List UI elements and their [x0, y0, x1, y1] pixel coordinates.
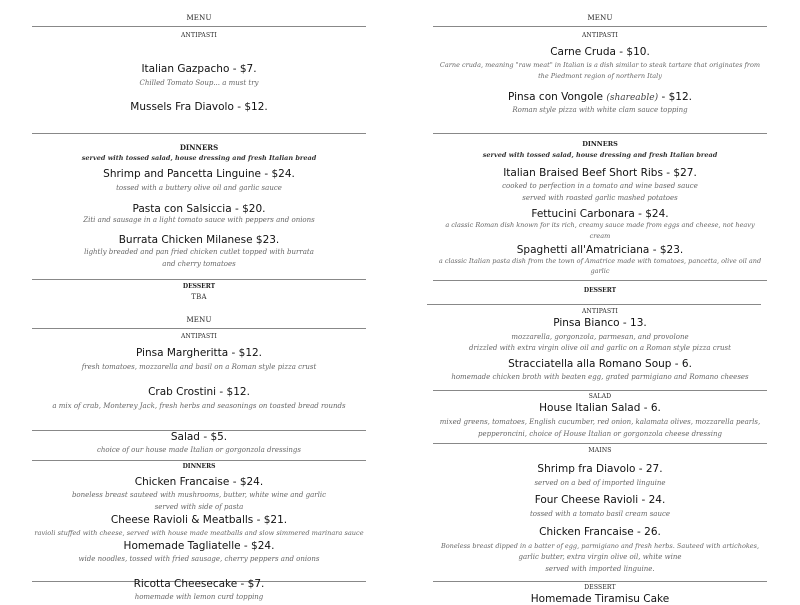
item-note: (shareable): [606, 93, 659, 103]
divider: [433, 443, 767, 444]
menu-item-desc: drizzled with extra virgin olive oil and garlic on a Roman style pizza crust: [469, 344, 731, 352]
menu-item-desc: cooked to perfection in a tomato and wine based sauce: [502, 182, 698, 190]
item-name: Pinsa con Vongole: [508, 91, 604, 103]
menu-item-title: Fettucini Carbonara - $24.: [531, 208, 669, 220]
menu-title: MENU: [186, 14, 212, 22]
menu-item-title: Italian Gazpacho - $7.: [141, 63, 257, 75]
menu-item-title: Crab Crostini - $12.: [148, 386, 250, 398]
menu-item-title: Pinsa Bianco - 13.: [553, 317, 647, 329]
menu-item-title: Stracciatella alla Romano Soup - 6.: [508, 358, 692, 370]
menu-item-desc: homemade with lemon curd topping: [134, 593, 264, 601]
menu-item-desc: homemade chicken broth with beaten egg, grated parmigiano and Romano cheeses: [451, 373, 749, 381]
menu-item-desc: Ziti and sausage in a light tomato sauce with peppers and onions: [83, 216, 315, 224]
section-dinners: DINNERS: [182, 463, 216, 470]
section-mains: MAINS: [588, 447, 612, 454]
menu-item-desc: Boneless breast dipped in a batter of egg, parmigiano and fresh herbs. Sauteed with artichokes,: [440, 542, 760, 550]
menu-item-desc: a mix of crab, Monterey Jack, fresh herbs and seasonings on toasted bread rounds: [52, 402, 346, 410]
section-dinners: DINNERS: [582, 140, 618, 148]
menu-item-desc: lightly breaded and pan fried chicken cutlet topped with burrata: [84, 248, 314, 256]
menu-item-title: Salad - $5.: [170, 431, 228, 443]
section-dinners: DINNERS: [179, 143, 219, 152]
menu-item-title: Burrata Chicken Milanese $23.: [118, 234, 280, 246]
menu-item-title: Spaghetti all'Amatriciana - $23.: [516, 244, 684, 256]
menu-item-title: Four Cheese Ravioli - 24.: [534, 494, 666, 506]
menu-item-desc: garlic butter, extra virgin olive oil, white wine: [518, 553, 682, 561]
menu-item-title: Ricotta Cheesecake - $7.: [133, 578, 265, 590]
divider: [32, 460, 366, 461]
menu-item-desc: boneless breast sauteed with mushrooms, butter, white wine and garlic: [71, 491, 327, 499]
divider: [433, 280, 767, 281]
section-antipasti: ANTIPASTI: [581, 308, 619, 315]
menu-item-title: Cheese Ravioli & Meatballs - $21.: [110, 514, 288, 526]
section-antipasti: ANTIPASTI: [180, 333, 218, 340]
dinners-note: served with tossed salad, house dressing and fresh Italian bread: [81, 154, 317, 162]
menu-item-desc: cream: [589, 232, 611, 240]
divider: [427, 304, 761, 305]
menu-item-desc: Chilled Tomato Soup... a must try: [139, 79, 259, 87]
menu-item-title: Homemade Tagliatelle - $24.: [123, 540, 275, 552]
menu-item-title: Pasta con Salsiccia - $20.: [132, 203, 266, 215]
menu-item-title: Homemade Tiramisu Cake: [530, 593, 670, 605]
menu-item-desc: wide noodles, tossed with fried sausage, cherry peppers and onions: [78, 555, 320, 563]
menu-item-title: Chicken Francaise - 26.: [539, 526, 661, 538]
menu-item-desc: ravioli stuffed with cheese, served with house made meatballs and slow simmered marinara sauce: [34, 529, 364, 537]
section-dessert: DESSERT: [182, 283, 216, 290]
divider: [32, 26, 366, 27]
menu-item-title: Carne Cruda - $10.: [550, 46, 650, 58]
menu-item-title: [433, 92, 767, 103]
menu-item-desc: pepperoncini, choice of House Italian or gorgonzola cheese dressing: [478, 430, 722, 438]
menu-item-desc: tossed with a tomato basil cream sauce: [529, 510, 671, 518]
menu-item-desc: Carne cruda, meaning "raw meat" in Italian is a dish similar to steak tartare that originates from: [439, 61, 761, 69]
divider: [32, 328, 366, 329]
section-dessert: DESSERT: [584, 584, 616, 591]
section-antipasti: ANTIPASTI: [581, 32, 619, 39]
menu-item-desc: Roman style pizza with white clam sauce topping: [512, 106, 688, 114]
menu-item-desc: mozzarella, gorgonzola, parmesan, and provolone: [511, 333, 689, 341]
menu-item-desc: served on a bed of imported linguine: [534, 479, 666, 487]
menu-item-title: Shrimp fra Diavolo - 27.: [537, 463, 663, 475]
divider: [433, 390, 767, 391]
menu-item-title: Pinsa Margheritta - $12.: [135, 347, 263, 359]
section-salad: SALAD: [588, 393, 612, 400]
menu-item-desc: the Piedmont region of northern Italy: [538, 72, 662, 80]
menu-title: MENU: [186, 316, 212, 324]
divider: [32, 279, 366, 280]
menu-item-title: Chicken Francaise - $24.: [134, 476, 264, 488]
divider: [433, 581, 767, 582]
menu-item-desc: choice of our house made Italian or gorgonzola dressings: [96, 446, 302, 454]
menu-item-desc: mixed greens, tomatoes, English cucumber, red onion, kalamata olives, mozzarella pearls,: [439, 418, 761, 426]
menu-item-desc: tossed with a buttery olive oil and garlic sauce: [116, 184, 282, 192]
menu-item-desc: fresh tomatoes, mozzarella and basil on a Roman style pizza crust: [81, 363, 317, 371]
menu-item-title: Italian Braised Beef Short Ribs - $27.: [503, 167, 697, 179]
menu-item-desc: served with roasted garlic mashed potatoes: [522, 194, 678, 202]
menu-item-desc: and cherry tomatoes: [162, 260, 236, 268]
menu-item-desc: garlic: [590, 267, 610, 275]
section-antipasti: ANTIPASTI: [180, 32, 218, 39]
dinners-note: served with tossed salad, house dressing and fresh Italian bread: [482, 151, 718, 159]
menu-item-desc: served with side of pasta: [154, 503, 244, 511]
menu-item-title: House Italian Salad - 6.: [539, 402, 661, 414]
menu-item-desc: served with imported linguine.: [545, 565, 655, 573]
menu-item-desc: a classic Roman dish known for its rich, creamy sauce made from eggs and cheese, not heavy: [445, 221, 755, 229]
menu-item-title: Mussels Fra Diavolo - $12.: [130, 101, 268, 113]
menu-item-title: Shrimp and Pancetta Linguine - $24.: [103, 168, 295, 180]
divider: [433, 26, 767, 27]
section-dessert: DESSERT: [583, 287, 617, 294]
item-price: - $12.: [661, 91, 692, 103]
menu-title: MENU: [587, 14, 613, 22]
divider: [433, 133, 767, 134]
menu-item-desc: a classic Italian pasta dish from the town of Amatrice made with tomatoes, pancetta, olive oil and: [438, 257, 762, 265]
menu-left-column: [32, 0, 366, 600]
divider: [32, 133, 366, 134]
dessert-text: TBA: [191, 293, 207, 301]
menu-right-column: [433, 0, 767, 605]
